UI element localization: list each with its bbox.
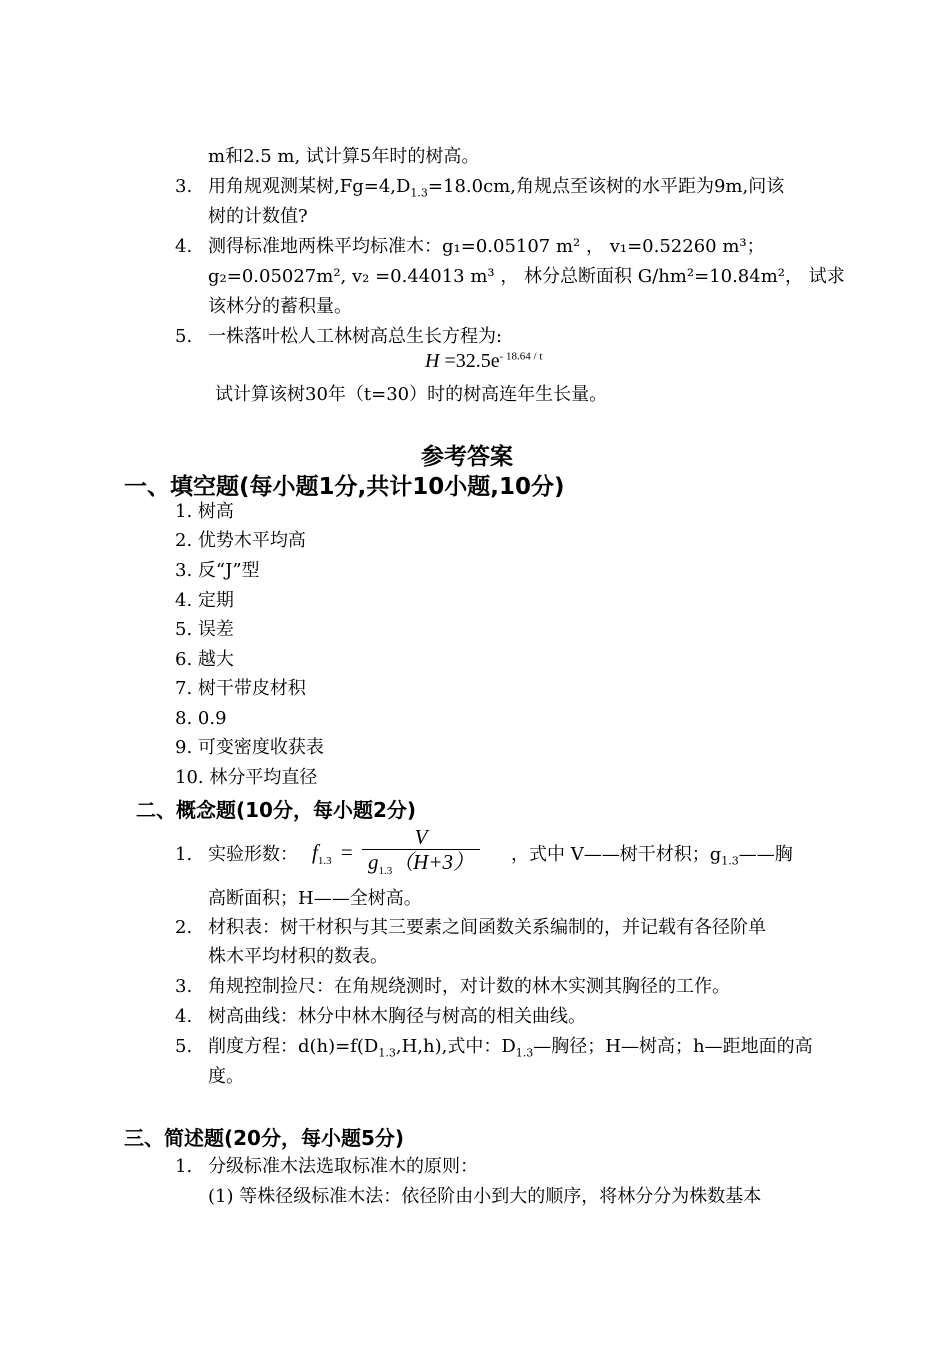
s2-item-1-number: 1. — [175, 844, 193, 865]
growth-equation — [425, 350, 542, 373]
q4-line-2: g₂=0.05027m², v₂ =0.44013 m³ ， 林分总断面积 G/hm²=10.84m²， 试求 — [208, 266, 845, 287]
list-item: 10. 林分平均直径 — [175, 767, 318, 788]
q3-line-1: 用角规观测某树$,Fg=4,D_{1.3}=18.0cm$,角规点至该树的水平距为9m,问该 — [208, 176, 785, 200]
s2-item-5-line-2: 度。 — [208, 1066, 244, 1087]
q3-number: 3. — [175, 176, 193, 197]
q4-number: 4. — [175, 236, 193, 257]
s3-item-1-line-1: 分级标准木法选取标准木的原则： — [208, 1156, 478, 1177]
s2-item-3-number: 3. — [175, 976, 193, 997]
s2-item-1-label: 实验形数： — [208, 844, 298, 865]
s2-item-3-line-1: 角规控制捡尺：在角规绕测时，对计数的林木实测其胸径的工作。 — [208, 976, 730, 997]
form-factor-fraction: $\frac{V}{g_{1.3}(H+3)}$ — [362, 825, 480, 883]
list-item: 4. 定期 — [175, 590, 234, 611]
list-item: 7. 树干带皮材积 — [175, 678, 306, 699]
list-item: 1. 树高 — [175, 501, 234, 522]
q2-continuation: m和2.5 m, 试计算5年时的树高。 — [208, 146, 480, 167]
list-item: 8. 0.9 — [175, 708, 227, 729]
section-3-heading: 三、简述题(20分，每小题5分) — [124, 1126, 405, 1150]
s2-item-4-number: 4. — [175, 1006, 193, 1027]
section-2-heading: 二、概念题(10分，每小题2分) — [136, 798, 417, 822]
list-item: 9. 可变密度收获表 — [175, 737, 324, 758]
s3-item-1-sub-line-1: (1) 等株径级标准木法：依径阶由小到大的顺序，将林分分为株数基本 — [208, 1186, 762, 1207]
q5-line-1: 一株落叶松人工林树高总生长方程为: — [208, 326, 503, 347]
growth-equation-lhs: H — [425, 350, 440, 372]
q5-line-2: 试计算该树30年（t=30）时的树高连年生长量。 — [215, 384, 608, 405]
answer-title: 参考答案 — [421, 444, 513, 470]
q3-line-2: 树的计数值? — [208, 206, 308, 227]
s2-item-5-number: 5. — [175, 1036, 193, 1057]
s2-item-2-line-1: 材积表：树干材积与其三要素之间函数关系编制的，并记载有各径阶单 — [208, 917, 766, 938]
list-item: 2. 优势木平均高 — [175, 530, 306, 551]
s3-item-1-number: 1. — [175, 1156, 193, 1177]
list-item: 6. 越大 — [175, 649, 234, 670]
s2-item-1-definition: ，式中 V——树干材积；$g_{1.3}——$胸 — [511, 844, 793, 868]
q4-line-1: 测得标准地两株平均标准木：g₁=0.05107 m² ， v₁=0.52260 m³； — [208, 236, 765, 257]
section-1-heading: 一、填空题(每小题1分,共计10小题,10分) — [124, 474, 565, 500]
q4-line-3: 该林分的蓄积量。 — [208, 296, 352, 317]
s2-item-1-line-2: 高断面积；H——全树高。 — [208, 888, 422, 909]
s2-item-4-line-1: 树高曲线：林分中林木胸径与树高的相关曲线。 — [208, 1006, 586, 1027]
s2-item-2-number: 2. — [175, 917, 193, 938]
growth-equation-rhs: =32.5e — [444, 350, 500, 372]
s2-item-2-line-2: 株木平均材积的数表。 — [208, 946, 388, 967]
s2-item-5-line-1: 削度方程：$d(h)=f(D_{1.3},H,h)$,式中：$D_{1.3}—$胸径；H—树高；h—距地面的高 — [208, 1036, 813, 1060]
list-item: 5. 误差 — [175, 619, 234, 640]
growth-equation-exponent: - 18.64 / t — [499, 350, 543, 363]
form-factor-formula: $f_{1.3}$ = $\frac{V}{g_{1.3}(H+3)}$ — [312, 825, 480, 883]
q5-number: 5. — [175, 326, 193, 347]
list-item: 3. 反“J”型 — [175, 560, 260, 581]
